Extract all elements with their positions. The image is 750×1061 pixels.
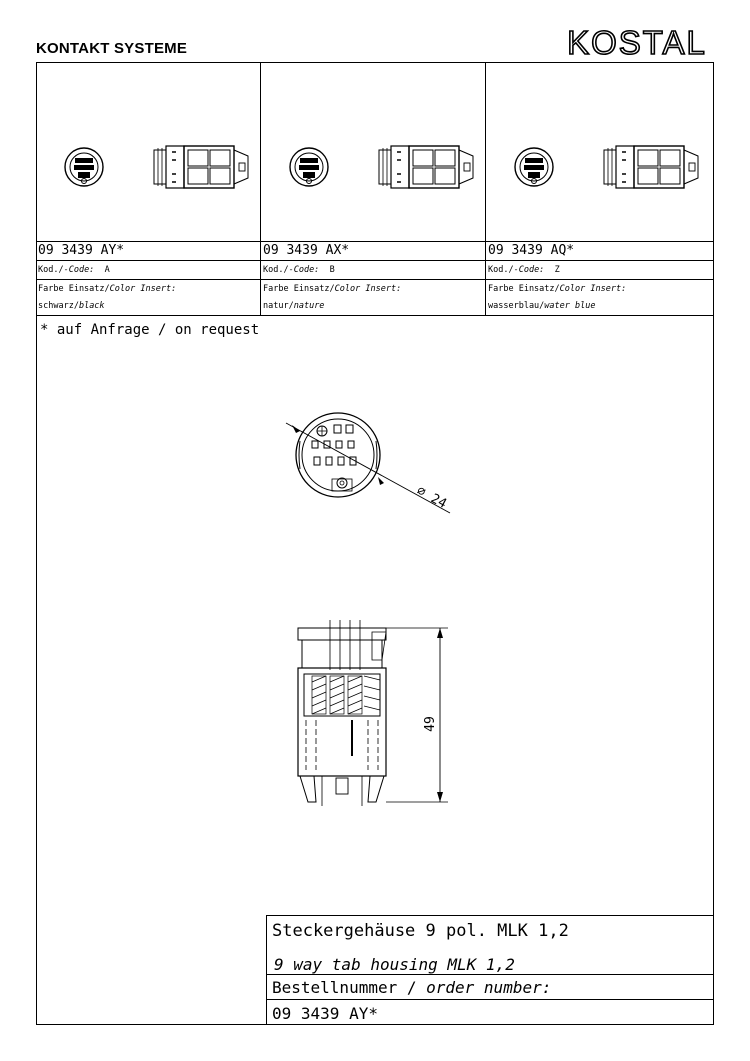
order-label: Bestellnummer / order number: bbox=[272, 978, 552, 997]
color-value-3: wasserblau/water blue bbox=[488, 301, 596, 311]
color-value-2: natur/nature bbox=[263, 301, 325, 311]
color-label-2: Farbe Einsatz/Color Insert: bbox=[263, 284, 402, 294]
header-title: KONTAKT SYSTEME bbox=[36, 40, 188, 57]
row-divider-code bbox=[36, 260, 714, 261]
code-cell-3: Kod./-Code: Z bbox=[488, 265, 560, 275]
color-label-1: Farbe Einsatz/Color Insert: bbox=[38, 284, 177, 294]
table-bottom-line bbox=[36, 315, 714, 316]
code-cell-1: Kod./-Code: A bbox=[38, 265, 110, 275]
part-number-3: 09 3439 AQ* bbox=[488, 243, 575, 258]
order-number: 09 3439 AY* bbox=[272, 1004, 378, 1023]
height-value: 49 bbox=[423, 716, 438, 732]
title-block-divider-1 bbox=[266, 974, 714, 975]
color-value-1: schwarz/black bbox=[38, 301, 105, 311]
title-block-divider-2 bbox=[266, 999, 714, 1000]
front-view-drawing bbox=[270, 395, 500, 525]
variant-thumbnails bbox=[36, 62, 714, 242]
on-request-note: * auf Anfrage / on request bbox=[40, 322, 260, 338]
code-cell-2: Kod./-Code: B bbox=[263, 265, 335, 275]
logo-text: KOSTAL bbox=[567, 24, 707, 61]
color-label-3: Farbe Einsatz/Color Insert: bbox=[488, 284, 627, 294]
diameter-value: 24 bbox=[428, 491, 449, 512]
side-view-drawing bbox=[290, 620, 460, 820]
title-name-en: 9 way tab housing MLK 1,2 bbox=[274, 955, 515, 974]
part-number-2: 09 3439 AX* bbox=[263, 243, 350, 258]
row-divider-color bbox=[36, 279, 714, 280]
kostal-logo bbox=[561, 24, 713, 60]
part-number-1: 09 3439 AY* bbox=[38, 243, 125, 258]
title-name-de: Steckergehäuse 9 pol. MLK 1,2 bbox=[272, 921, 569, 941]
diameter-symbol: ⌀ bbox=[414, 483, 429, 501]
